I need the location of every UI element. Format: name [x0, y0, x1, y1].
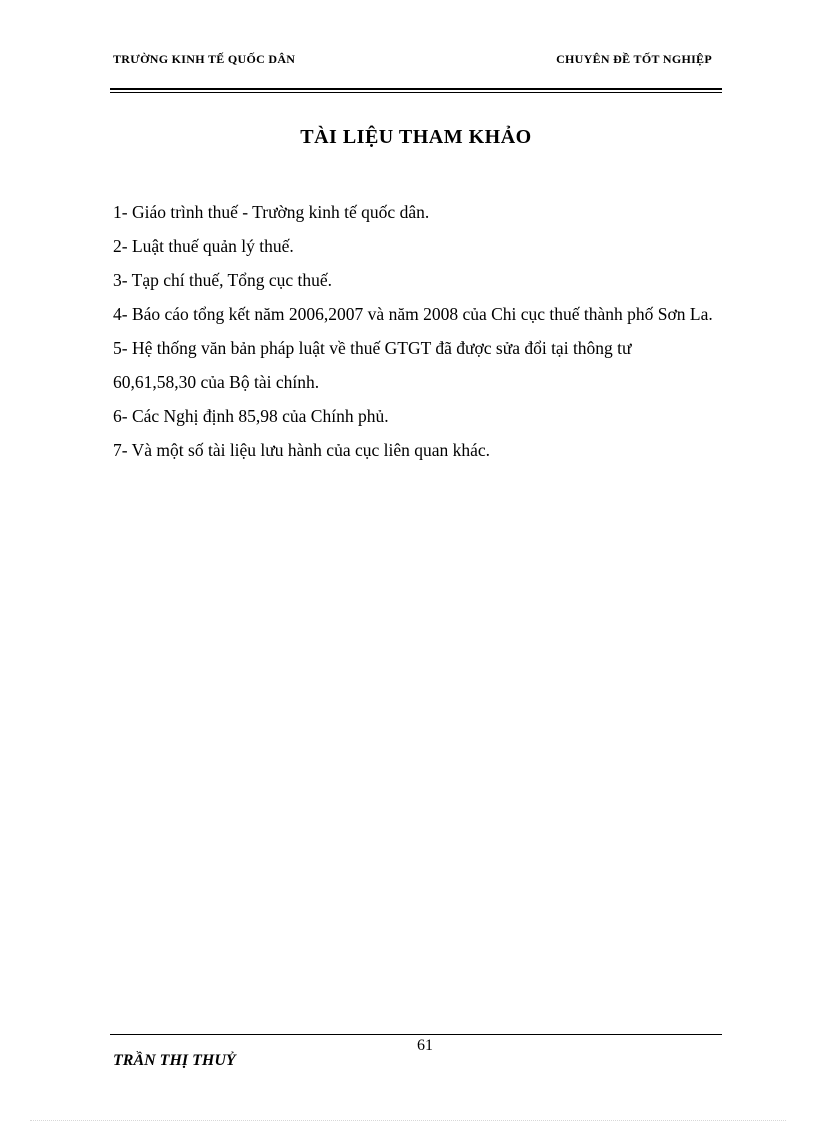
header-divider-thin: [110, 92, 722, 93]
header-divider-thick: [110, 88, 722, 90]
reference-item-5: 5- Hệ thống văn bản pháp luật về thuế GTGT đã được sửa đổi tại thông tư 60,61,58,30 của Bộ tài chính.: [113, 338, 632, 392]
footer-divider: [110, 1034, 722, 1035]
reference-list: [113, 195, 713, 467]
reference-item-4: 4- Báo cáo tổng kết năm 2006,2007 và năm 2008 của Chi cục thuế thành phố Sơn La.: [113, 304, 713, 324]
reference-item-6: 6- Các Nghị định 85,98 của Chính phủ.: [113, 406, 389, 426]
reference-item-3: 3- Tạp chí thuế, Tổng cục thuế.: [113, 270, 333, 290]
reference-item-2: 2- Luật thuế quản lý thuế.: [113, 236, 294, 256]
header-doc-type: CHUYÊN ĐỀ TỐT NGHIỆP: [556, 52, 712, 66]
header-school: TRƯỜNG KINH TẾ QUỐC DÂN: [113, 52, 296, 66]
page-title: TÀI LIỆU THAM KHẢO: [300, 126, 532, 148]
page-bottom-dotted-edge: [30, 1120, 786, 1121]
page-number: 61: [417, 1037, 433, 1054]
reference-item-7: 7- Và một số tài liệu lưu hành của cục liên quan khác.: [113, 440, 491, 460]
reference-item-1: 1- Giáo trình thuế - Trường kinh tế quốc dân.: [113, 202, 430, 222]
footer-author: TRẦN THỊ THUỶ: [113, 1052, 236, 1069]
